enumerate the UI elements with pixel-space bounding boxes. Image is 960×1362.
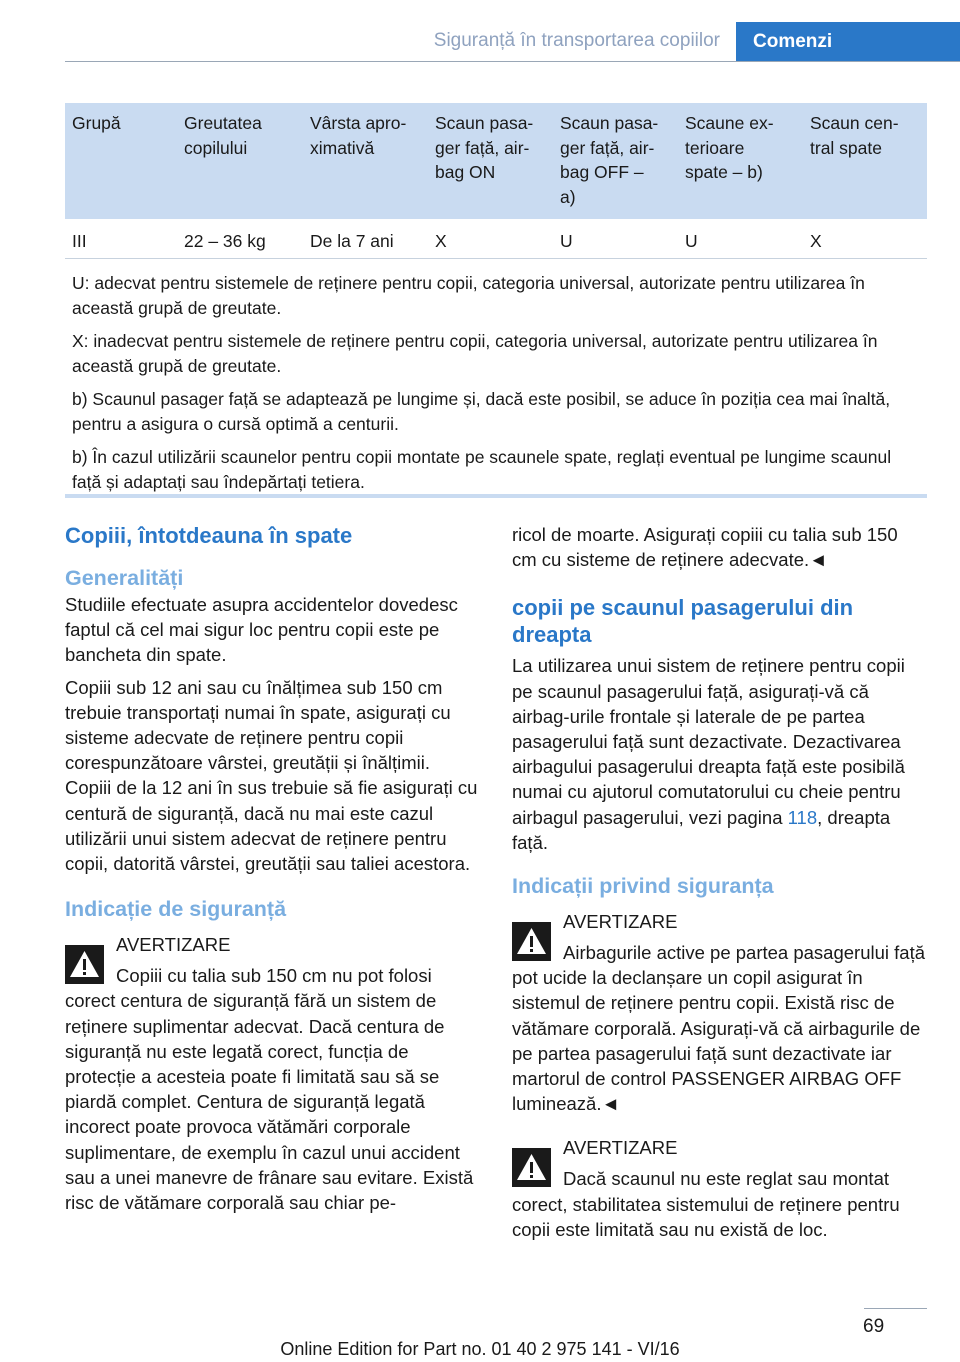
table-row [65, 219, 927, 259]
table-header-cell [428, 103, 553, 219]
child-seat-table [65, 103, 927, 495]
table-note: b) În cazul utilizării scaunelor pentru copii montate pe scaunele spate, reglați eventual pe lungime scaunul față și adaptați sau îndepărtați tetiera. [72, 447, 892, 492]
warning-title: AVERTIZARE [116, 934, 231, 956]
table-notes [65, 259, 927, 495]
header-line: ger față, air- [560, 137, 655, 158]
section-heading: Copiii, întotdeauna în spate [65, 523, 353, 548]
paragraph-text: , dreapta față. [512, 806, 891, 853]
table-note: X: inadecvat pentru sistemele de reținere pentru copii, categoria universal, autorizate pentru utilizarea în această grupă de greutate. [72, 331, 878, 376]
subheading-safety-note: Indicație de siguranță [65, 897, 287, 922]
header-line: Scaun cen- [810, 113, 899, 133]
edition-footer: Online Edition for Part no. 01 40 2 975 141 - VI/16 [280, 1339, 680, 1359]
table-cell: 22 – 36 kg [184, 231, 266, 251]
table-header-cell [553, 103, 678, 219]
table-header-cell [678, 103, 803, 219]
table-cell: X [810, 231, 822, 251]
table-header-cell [803, 103, 927, 219]
header-rule [65, 61, 960, 62]
paragraph [512, 653, 927, 855]
header-line: Scaune ex- [685, 113, 774, 133]
right-column [512, 522, 927, 1242]
table-header-cell [303, 103, 428, 219]
paragraph-text: La utilizarea unui sistem de reținere pentru copii pe scaunul pasagerului față, asigurați-vă că airbag-urile frontale și laterale de pe partea pasagerului față sunt dezactivate. Dezactivarea airbagului pasagerului dreapta față este posibilă numai cu ajutorul comutatorului cu cheie pentru airbagul pasagerului, vezi pagina [512, 655, 905, 828]
header-line: Grupă [72, 113, 121, 133]
chapter-tab: Comenzi [736, 22, 960, 62]
header-line: Vârsta apro- [310, 113, 407, 133]
table-header-cell [177, 103, 303, 219]
header-line: tral spate [810, 137, 882, 158]
header-line: bag ON [435, 162, 496, 182]
paragraph: Studiile efectuate asupra accidentelor dovedesc faptul că cel mai sigur loc pentru copii este pe bancheta din spate. [65, 594, 458, 666]
footer-rule [864, 1308, 927, 1309]
warning-text: Copiii cu talia sub 150 cm nu pot folosi corect centura de siguranță fără un sistem de reținere suplimentar adecvat. Dacă centura de siguranță nu este legată corect, funcția de protecție a acesteia poate fi limitată sau să se piardă complet. Centura de siguranță legată incorect poate provoca vătămări corporale suplimentare, de exemplu în cazul unui accident sau a unei manevre de frânare sau evitare. Există risc de vătămare corporală sau chiar pe- [65, 965, 474, 1214]
table-cell: III [72, 231, 87, 251]
table-bottom-rule [65, 494, 927, 498]
warning-block [512, 906, 927, 1116]
warning-block [65, 929, 480, 1215]
paragraph-continued: ricol de moarte. Asigurați copiii cu talia sub 150 cm cu sisteme de reținere adecvate.◄ [512, 524, 898, 571]
left-column [65, 520, 480, 1215]
warning-block [512, 1132, 927, 1242]
header-line: ger față, air- [435, 137, 530, 158]
paragraph: Copiii sub 12 ani sau cu înălțimea sub 150 cm trebuie transportați numai în spate, asigurați cu sisteme adecvate de reținere pentru copii corespunzătoare vârstei, greutății și înălțimii. Copiii de la 12 ani în sus trebuie să fie asigurați cu centură de siguranță, dacă nu mai este cazul utilizării unui sistem adecvat de reținere pentru copii, datorită vârstei, greutății sau taliei acestora. [65, 676, 478, 875]
table-cell: X [435, 231, 447, 251]
subheading-general: Generalități [65, 566, 184, 590]
warning-text: Dacă scaunul nu este reglat sau montat corect, stabilitatea sistemului de reținere pentru copii este limitată sau nu există de loc. [512, 1168, 900, 1240]
page-link[interactable]: 118 [787, 806, 818, 828]
table-header-row [65, 103, 927, 219]
subheading-safety-notes: Indicații privind siguranța [512, 874, 774, 899]
header-line: Greutatea [184, 113, 262, 133]
header-line: spate – b) [685, 162, 763, 182]
header-line: ximativă [310, 137, 375, 158]
table-cell: U [560, 231, 573, 251]
page-number: 69 [863, 1316, 885, 1337]
section-heading: copii pe scaunul pasagerului din dreapta [512, 595, 854, 648]
header-line: Scaun pasa- [560, 113, 659, 133]
header-line: bag OFF – [560, 162, 644, 182]
warning-title: AVERTIZARE [563, 911, 678, 933]
header-line: terioare [685, 137, 745, 158]
header-line: Scaun pasa- [435, 113, 534, 133]
header-line: copilului [184, 137, 248, 158]
warning-triangle-icon [512, 922, 551, 961]
warning-triangle-icon [512, 1148, 551, 1187]
table-header-cell [65, 103, 177, 219]
header-line: a) [560, 186, 576, 207]
table-cell: U [685, 231, 698, 251]
table-note: b) Scaunul pasager față se adaptează pe lungime și, dacă este posibil, se aduce în poziția cea mai înaltă, pentru a asigura o cursă optimă a centurii. [72, 389, 891, 434]
warning-text: Airbagurile active pe partea pasagerului față pot ucide la declanșare un copil asigurat în sistemul de reținere pentru copii. Există risc de vătămare corporală. Asigurați-vă că airbagurile de pe partea pasagerului față sunt dezactivate iar martorul de control PASSENGER AIRBAG OFF luminează.◄ [512, 942, 926, 1115]
table-note: U: adecvat pentru sistemele de reținere pentru copii, categoria universal, autorizate pentru utilizarea în această grupă de greutate. [72, 273, 865, 318]
warning-title: AVERTIZARE [563, 1137, 678, 1159]
running-header-section: Siguranță în transportarea copiilor [433, 30, 720, 51]
warning-triangle-icon [65, 945, 104, 984]
table-cell: De la 7 ani [310, 231, 394, 251]
